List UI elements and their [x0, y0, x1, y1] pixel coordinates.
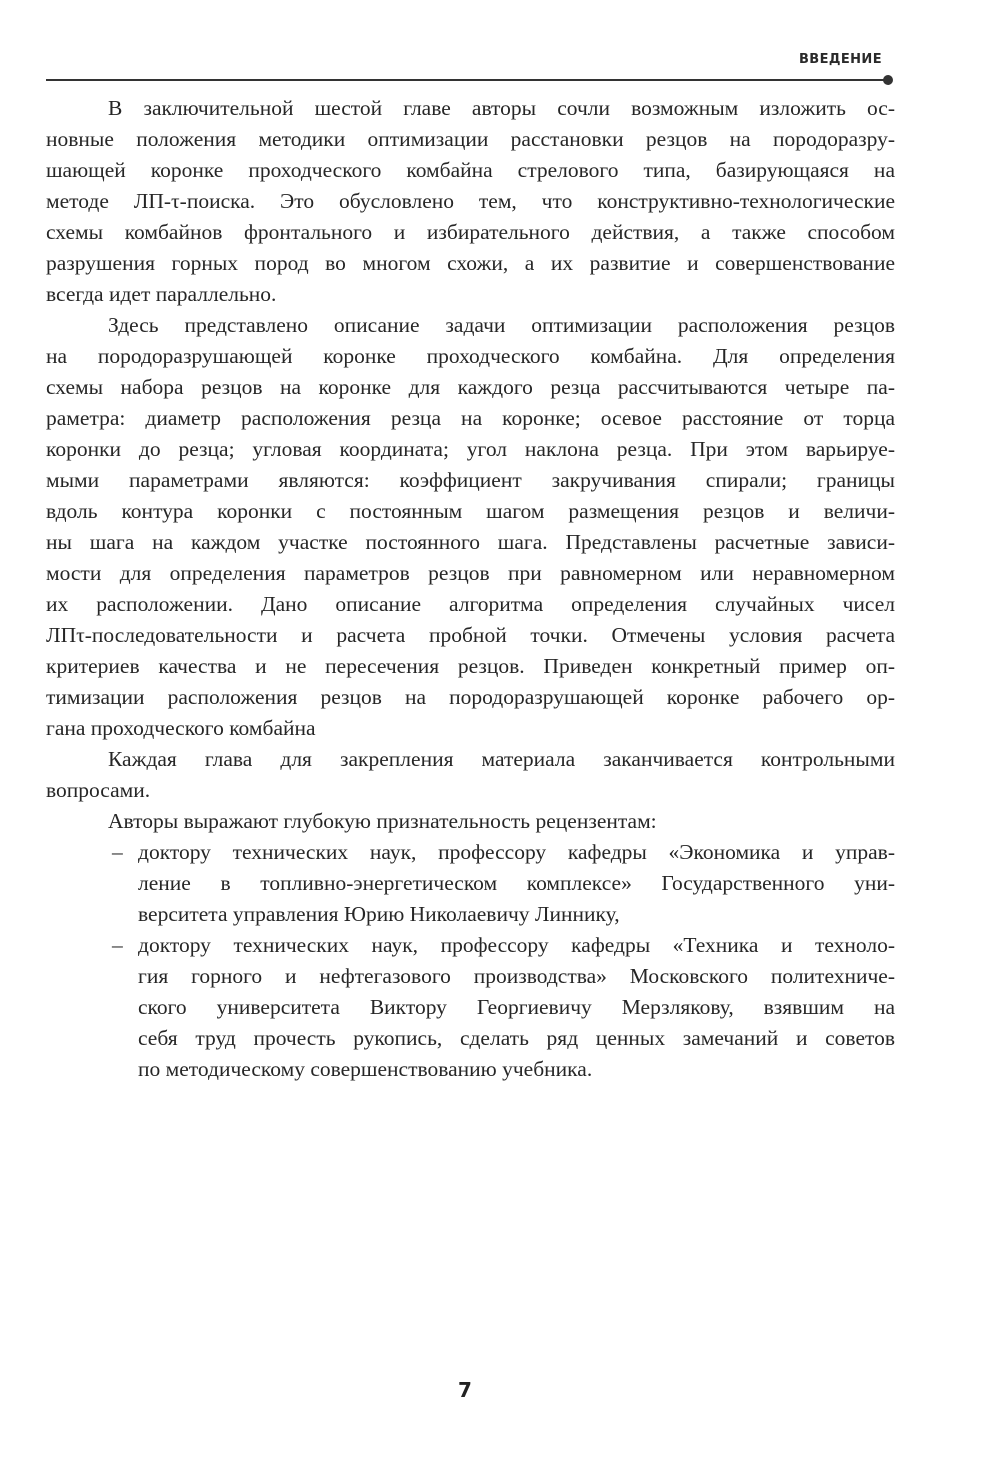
text-line: тимизации расположения резцов на породоразрушающей коронке рабочего ор-: [46, 685, 895, 709]
text-line: схемы набора резцов на коронке для каждого резца рассчитываются четыре па-: [46, 375, 895, 399]
text-line: В заключительной шестой главе авторы сочли возможным изложить ос-: [108, 96, 895, 120]
header-rule-end-dot: [883, 75, 893, 85]
header-rule: [46, 79, 888, 81]
text-line: доктору технических наук, профессору кафедры «Экономика и управ-: [138, 840, 895, 864]
text-line: ление в топливно-энергетическом комплексе» Государственного уни-: [138, 871, 895, 895]
text-line: схемы комбайнов фронтального и избирательного действия, а также способом: [46, 220, 895, 244]
text-line: коронки до резца; угловая координата; угол наклона резца. При этом варьируе-: [46, 437, 895, 461]
text-line: на породоразрушающей коронке проходческого комбайна. Для определения: [46, 344, 895, 368]
text-line: их расположении. Дано описание алгоритма определения случайных чисел: [46, 592, 895, 616]
text-line: ЛПτ-последовательности и расчета пробной точки. Отмечены условия расчета: [46, 623, 895, 647]
text-line: ны шага на каждом участке постоянного шага. Представлены расчетные зависи-: [46, 530, 895, 554]
text-line: Авторы выражают глубокую признательность рецензентам:: [108, 809, 657, 833]
text-line: Здесь представлено описание задачи оптимизации расположения резцов: [108, 313, 895, 337]
text-line: доктору технических наук, профессору кафедры «Техника и техноло-: [138, 933, 895, 957]
text-line: раметра: диаметр расположения резца на коронке; осевое расстояние от торца: [46, 406, 895, 430]
text-line: мости для определения параметров резцов при равномерном или неравномерном: [46, 561, 895, 585]
page-number: 7: [458, 1378, 472, 1402]
text-line: всегда идет параллельно.: [46, 282, 277, 306]
text-line: Каждая глава для закрепления материала заканчивается контрольными: [108, 747, 895, 771]
text-line: вдоль контура коронки с постоянным шагом размещения резцов и величи-: [46, 499, 895, 523]
text-line: шающей коронке проходческого комбайна стрелового типа, базирующаяся на: [46, 158, 895, 182]
text-line: гана проходческого комбайна: [46, 716, 316, 740]
text-line: новные положения методики оптимизации расстановки резцов на породоразру-: [46, 127, 895, 151]
running-header: ВВЕДЕНИЕ: [799, 52, 882, 67]
text-line: вопросами.: [46, 778, 151, 802]
list-dash: –: [112, 840, 123, 864]
text-line: критериев качества и не пересечения резцов. Приведен конкретный пример оп-: [46, 654, 895, 678]
text-line: разрушения горных пород во многом схожи, а их развитие и совершенствование: [46, 251, 895, 275]
list-dash: –: [112, 933, 123, 957]
text-line: гия горного и нефтегазового производства» Московского политехниче-: [138, 964, 895, 988]
text-line: верситета управления Юрию Николаевичу Линнику,: [138, 902, 620, 926]
text-line: мыми параметрами являются: коэффициент закручивания спирали; границы: [46, 468, 895, 492]
text-line: по методическому совершенствованию учебника.: [138, 1057, 593, 1081]
text-line: себя труд прочесть рукопись, сделать ряд ценных замечаний и советов: [138, 1026, 895, 1050]
text-line: ского университета Виктору Георгиевичу Мерзлякову, взявшим на: [138, 995, 895, 1019]
text-line: методе ЛП-τ-поиска. Это обусловлено тем, что конструктивно-технологические: [46, 189, 895, 213]
